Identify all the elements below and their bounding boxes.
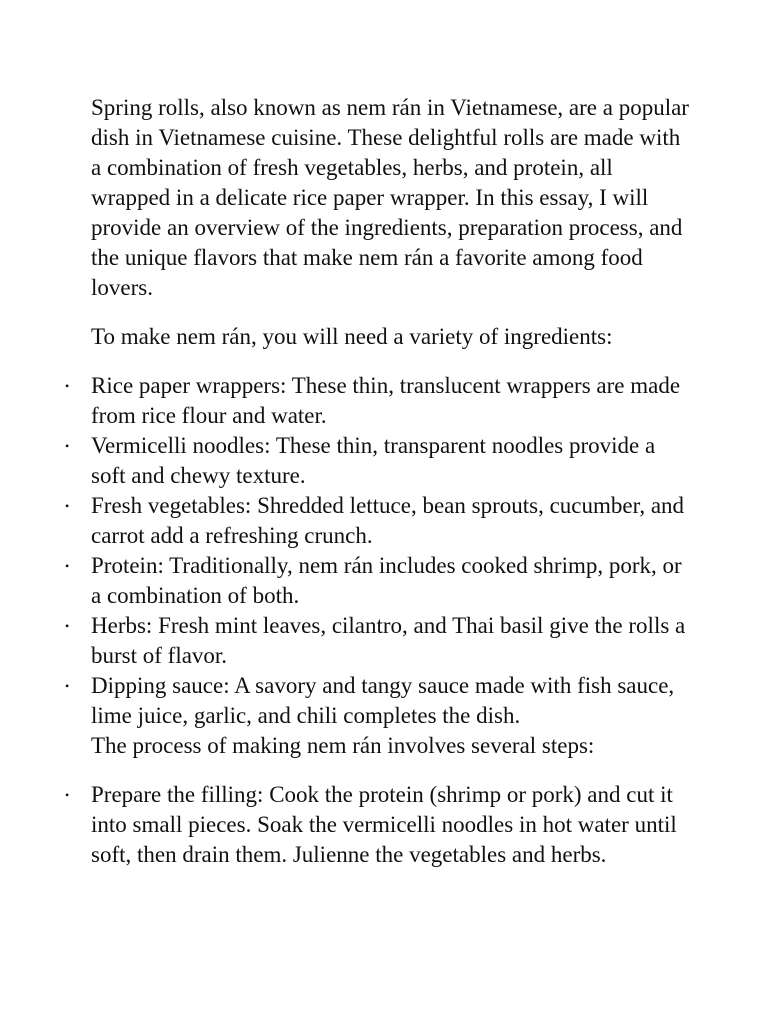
list-item-text: Fresh vegetables: Shredded lettuce, bean sprouts, cucumber, and carrot add a refreshing crunch. bbox=[91, 493, 685, 548]
bullet-icon: • bbox=[65, 499, 70, 513]
list-item bbox=[65, 371, 691, 431]
list-item bbox=[65, 551, 691, 611]
ingredients-intro: To make nem rán, you will need a variety of ingredients: bbox=[91, 324, 613, 349]
list-item bbox=[65, 611, 691, 671]
intro-paragraph: Spring rolls, also known as nem rán in Vietnamese, are a popular dish in Vietnamese cuisine. These delightful rolls are made with a combination of fresh vegetables, herbs, and protein, all wrapped in a delicate rice paper wrapper. In this essay, I will provide an overview of the ingredients, preparation process, and the unique flavors that make nem rán a favorite among food lovers. bbox=[91, 95, 689, 300]
bullet-icon: • bbox=[65, 439, 70, 453]
list-item-text: Rice paper wrappers: These thin, translucent wrappers are made from rice flour and water. bbox=[91, 373, 681, 428]
bullet-icon: • bbox=[65, 788, 70, 802]
list-item-text: Vermicelli noodles: These thin, transparent noodles provide a soft and chewy texture. bbox=[91, 433, 656, 488]
list-item bbox=[65, 671, 691, 731]
list-item bbox=[65, 780, 691, 870]
bullet-icon: • bbox=[65, 619, 70, 633]
bullet-icon: • bbox=[65, 559, 70, 573]
bullet-icon: • bbox=[65, 679, 70, 693]
list-item bbox=[65, 431, 691, 491]
ingredients-list bbox=[65, 371, 691, 731]
steps-list bbox=[65, 780, 691, 870]
list-item-text: Herbs: Fresh mint leaves, cilantro, and Thai basil give the rolls a burst of flavor. bbox=[91, 613, 686, 668]
list-item-text: Prepare the filling: Cook the protein (shrimp or pork) and cut it into small pieces. Soak the vermicelli noodles in hot water until soft, then drain them. Julienne the vegetables and herbs. bbox=[91, 782, 677, 867]
process-intro: The process of making nem rán involves several steps: bbox=[91, 733, 595, 758]
list-item-text: Dipping sauce: A savory and tangy sauce made with fish sauce, lime juice, garlic, and chili completes the dish. bbox=[91, 673, 675, 728]
document-page bbox=[65, 93, 691, 870]
list-item bbox=[65, 491, 691, 551]
bullet-icon: • bbox=[65, 379, 70, 393]
list-item-text: Protein: Traditionally, nem rán includes cooked shrimp, pork, or a combination of both. bbox=[91, 553, 682, 608]
